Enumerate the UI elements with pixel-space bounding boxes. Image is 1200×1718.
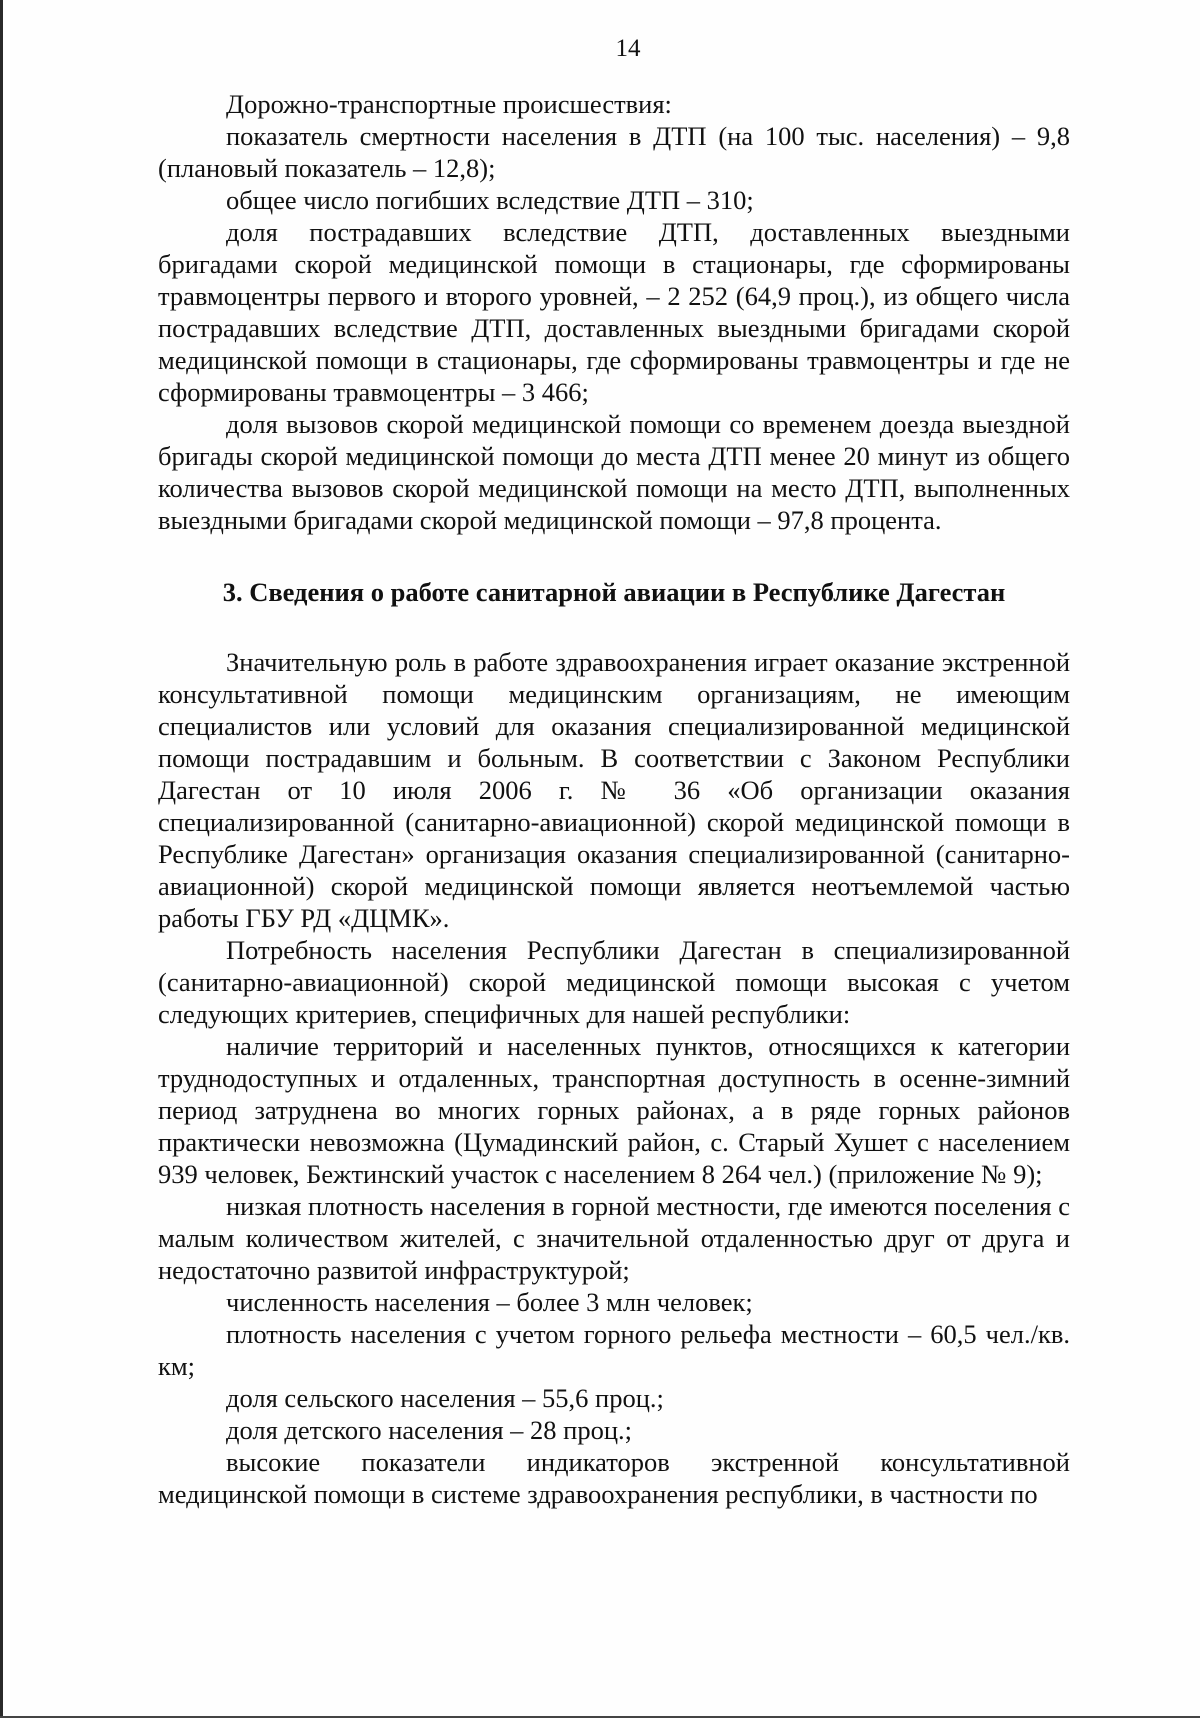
paragraph-high-indicators: высокие показатели индикаторов экстренной консультативной медицинской помощи в системе здравоохранения республики, в частности по	[158, 1447, 1070, 1509]
paragraph-mortality-rate: показатель смертности населения в ДТП (на 100 тыс. населения) – 9,8 (плановый показатель – 12,8);	[158, 121, 1070, 183]
road-accidents-section	[158, 88, 1070, 536]
paragraph-population-need: Потребность населения Республики Дагестан в специализированной (санитарно-авиационной) скорой медицинской помощи высокая с учетом следующих критериев, специфичных для нашей республики:	[158, 935, 1070, 1029]
sanitary-aviation-section	[158, 646, 1070, 1510]
paragraph-ambulance-calls-share: доля вызовов скорой медицинской помощи со временем доезда выездной бригады скорой медицинской помощи до места ДТП менее 20 минут из общего количества вызовов скорой медицинской помощи на место ДТП, выполненных выездными бригадами скорой медицинской помощи – 97,8 процента.	[158, 409, 1070, 535]
scan-edge-left	[0, 0, 3, 1718]
paragraph-rural-share: доля сельского населения – 55,6 проц.;	[226, 1383, 664, 1413]
paragraph-low-density: низкая плотность населения в горной местности, где имеются поселения с малым количеством жителей, с значительной отдаленностью друг от друга и недостаточно развитой инфраструктурой;	[158, 1191, 1070, 1285]
paragraph-children-share: доля детского населения – 28 проц.;	[226, 1415, 633, 1445]
section-heading-sanitary-aviation: 3. Сведения о работе санитарной авиации в Республике Дагестан	[222, 577, 1006, 607]
paragraph-total-deaths: общее число погибших вследствие ДТП – 310;	[226, 185, 754, 215]
page-number: 14	[615, 35, 641, 62]
paragraph-remote-territories: наличие территорий и населенных пунктов, относящихся к категории труднодоступных и отдаленных, транспортная доступность в осенне-зимний период затруднена во многих горных районах, а в ряде горных районов практически невозможна (Цумадинский район, с. Старый Хушет с населением 939 человек, Бежтинский участок с населением 8 264 чел.) (приложение № 9);	[158, 1031, 1070, 1189]
paragraph-emergency-consulting: Значительную роль в работе здравоохранения играет оказание экстренной консультативной помощи медицинским организациям, не имеющим специалистов или условий для оказания специализированной медицинской помощи пострадавшим и больным. В соответствии с Законом Республики Дагестан от 10 июля 2006 г. № 36 «Об организации оказания специализированной (санитарно-авиационной) скорой медицинской помощи в Республике Дагестан» организация оказания специализированной (санитарно-авиационной) скорой медицинской помощи является неотъемлемой частью работы ГБУ РД «ДЦМК».	[158, 647, 1070, 933]
paragraph-population-density: плотность населения с учетом горного рельефа местности – 60,5 чел./кв. км;	[158, 1319, 1070, 1381]
paragraph-population-count: численность населения – более 3 млн человек;	[226, 1287, 753, 1317]
paragraph-trauma-centers-share: доля пострадавших вследствие ДТП, доставленных выездными бригадами скорой медицинской помощи в стационары, где сформированы травмоцентры первого и второго уровней, – 2 252 (64,9 проц.), из общего числа пострадавших вследствие ДТП, доставленных выездными бригадами скорой медицинской помощи в стационары, где сформированы травмоцентры и где не сформированы травмоцентры – 3 466;	[158, 217, 1070, 407]
paragraph-road-accidents-title: Дорожно-транспортные происшествия:	[226, 89, 672, 119]
